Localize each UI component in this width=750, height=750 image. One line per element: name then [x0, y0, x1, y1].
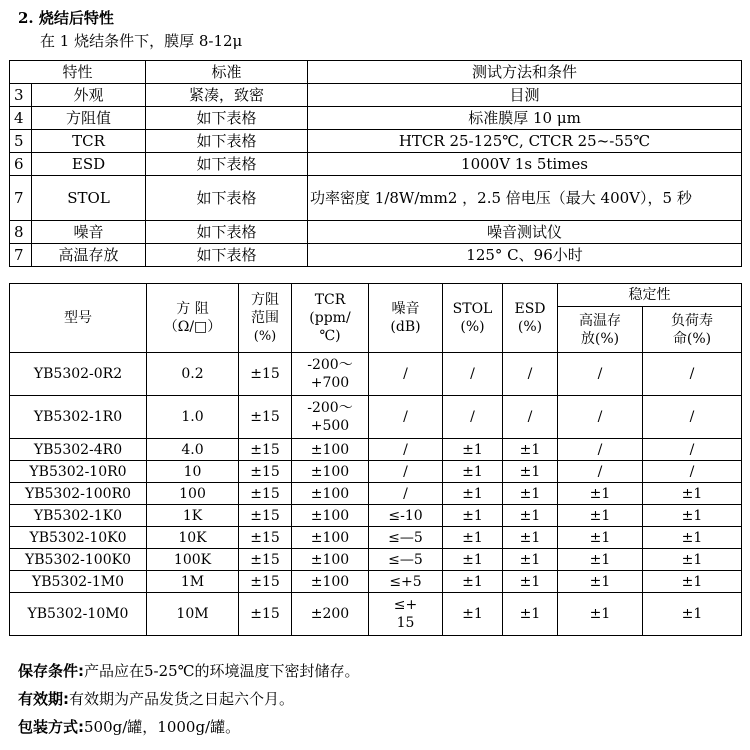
cell-range: ±15	[239, 439, 292, 461]
cell-noise: /	[369, 353, 443, 396]
cell-range: ±15	[239, 593, 292, 636]
header-high-temp-storage: 高温存 放(%)	[558, 307, 643, 353]
cell-load: /	[643, 396, 742, 439]
row-item: 外观	[32, 84, 146, 107]
row-item: 噪音	[32, 221, 146, 244]
cell-tcr: -200～ +500	[292, 396, 369, 439]
cell-model: YB5302-4R0	[10, 439, 147, 461]
note-text: 产品应在5-25℃的环境温度下密封储存。	[84, 662, 360, 680]
cell-noise: /	[369, 483, 443, 505]
product-table	[9, 283, 742, 636]
storage-note	[18, 660, 359, 681]
table-row	[10, 84, 742, 107]
cell-esd: ±1	[503, 505, 558, 527]
cell-tcr: ±200	[292, 593, 369, 636]
table-row	[10, 461, 742, 483]
header-tcr: TCR (ppm/ ℃)	[292, 284, 369, 353]
header-standard: 标准	[146, 61, 308, 84]
cell-hts: /	[558, 439, 643, 461]
table-row	[10, 153, 742, 176]
cell-noise: ≤+5	[369, 571, 443, 593]
cell-tcr: ±100	[292, 571, 369, 593]
table-row	[10, 176, 742, 221]
table-row	[10, 107, 742, 130]
table-row	[10, 505, 742, 527]
header-range: 方阻 范围 (%)	[239, 284, 292, 353]
table-row	[10, 439, 742, 461]
cell-load: /	[643, 439, 742, 461]
cell-range: ±15	[239, 571, 292, 593]
cell-range: ±15	[239, 353, 292, 396]
cell-stol: ±1	[443, 571, 503, 593]
cell-range: ±15	[239, 505, 292, 527]
table-row	[10, 483, 742, 505]
cell-stol: ±1	[443, 461, 503, 483]
cell-tcr: ±100	[292, 505, 369, 527]
cell-load: ±1	[643, 571, 742, 593]
cell-model: YB5302-1K0	[10, 505, 147, 527]
cell-range: ±15	[239, 483, 292, 505]
section-heading: 2. 烧结后特性	[18, 9, 114, 27]
cell-load: /	[643, 461, 742, 483]
cell-tcr: ±100	[292, 527, 369, 549]
row-standard: 紧凑，致密	[146, 84, 308, 107]
header-model: 型号	[10, 284, 147, 353]
note-label: 保存条件:	[18, 662, 84, 680]
row-number: 4	[10, 107, 32, 130]
section-subheading: 在 1 烧结条件下，膜厚 8-12μ	[40, 32, 243, 50]
row-standard: 如下表格	[146, 244, 308, 267]
cell-stol: ±1	[443, 483, 503, 505]
cell-hts: /	[558, 353, 643, 396]
header-resistance: 方 阻 （Ω/□）	[147, 284, 239, 353]
row-item: STOL	[32, 176, 146, 221]
cell-esd: ±1	[503, 549, 558, 571]
table-row	[10, 221, 742, 244]
table-row	[10, 571, 742, 593]
row-number: 5	[10, 130, 32, 153]
row-method: 噪音测试仪	[308, 221, 742, 244]
header-noise: 噪音 (dB)	[369, 284, 443, 353]
cell-esd: ±1	[503, 461, 558, 483]
table-row	[10, 593, 742, 636]
cell-resistance: 10	[147, 461, 239, 483]
row-number: 8	[10, 221, 32, 244]
cell-hts: /	[558, 461, 643, 483]
cell-noise: ≤—5	[369, 527, 443, 549]
note-text: 500g/罐，1000g/罐。	[84, 718, 241, 736]
cell-resistance: 0.2	[147, 353, 239, 396]
table-row	[10, 549, 742, 571]
cell-esd: ±1	[503, 593, 558, 636]
cell-tcr: ±100	[292, 483, 369, 505]
cell-stol: ±1	[443, 527, 503, 549]
cell-hts: ±1	[558, 483, 643, 505]
cell-resistance: 10K	[147, 527, 239, 549]
cell-load: ±1	[643, 483, 742, 505]
cell-hts: ±1	[558, 505, 643, 527]
table-row	[10, 130, 742, 153]
cell-resistance: 100K	[147, 549, 239, 571]
cell-hts: ±1	[558, 571, 643, 593]
cell-resistance: 100	[147, 483, 239, 505]
cell-hts: ±1	[558, 527, 643, 549]
cell-stol: ±1	[443, 439, 503, 461]
cell-tcr: -200～ +700	[292, 353, 369, 396]
row-item: TCR	[32, 130, 146, 153]
row-standard: 如下表格	[146, 221, 308, 244]
validity-note	[18, 688, 294, 709]
table-row	[10, 244, 742, 267]
cell-model: YB5302-10K0	[10, 527, 147, 549]
cell-model: YB5302-10R0	[10, 461, 147, 483]
row-number: 6	[10, 153, 32, 176]
row-item: 方阻值	[32, 107, 146, 130]
cell-tcr: ±100	[292, 439, 369, 461]
cell-stol: /	[443, 353, 503, 396]
cell-esd: ±1	[503, 483, 558, 505]
cell-range: ±15	[239, 461, 292, 483]
cell-stol: /	[443, 396, 503, 439]
cell-range: ±15	[239, 396, 292, 439]
note-label: 包装方式:	[18, 718, 84, 736]
cell-noise: ≤—5	[369, 549, 443, 571]
cell-esd: ±1	[503, 527, 558, 549]
cell-resistance: 4.0	[147, 439, 239, 461]
row-method: 125° C、96小时	[308, 244, 742, 267]
cell-noise: /	[369, 461, 443, 483]
cell-resistance: 1M	[147, 571, 239, 593]
row-method: 目测	[308, 84, 742, 107]
spec-table	[9, 60, 742, 267]
table-row	[10, 527, 742, 549]
note-text: 有效期为产品发货之日起六个月。	[69, 690, 295, 708]
cell-esd: /	[503, 353, 558, 396]
cell-model: YB5302-100K0	[10, 549, 147, 571]
cell-resistance: 10M	[147, 593, 239, 636]
cell-noise: ≤-10	[369, 505, 443, 527]
table-row	[10, 353, 742, 396]
table-row	[10, 396, 742, 439]
cell-load: ±1	[643, 549, 742, 571]
row-number: 3	[10, 84, 32, 107]
cell-tcr: ±100	[292, 461, 369, 483]
cell-range: ±15	[239, 527, 292, 549]
header-load-life: 负荷寿 命(%)	[643, 307, 742, 353]
cell-model: YB5302-100R0	[10, 483, 147, 505]
cell-resistance: 1K	[147, 505, 239, 527]
row-number: 7	[10, 176, 32, 221]
row-number: 7	[10, 244, 32, 267]
cell-noise: /	[369, 396, 443, 439]
cell-model: YB5302-0R2	[10, 353, 147, 396]
cell-stol: ±1	[443, 593, 503, 636]
cell-hts: ±1	[558, 593, 643, 636]
cell-load: ±1	[643, 505, 742, 527]
row-standard: 如下表格	[146, 130, 308, 153]
cell-model: YB5302-1R0	[10, 396, 147, 439]
row-standard: 如下表格	[146, 153, 308, 176]
cell-stol: ±1	[443, 505, 503, 527]
packaging-note	[18, 716, 240, 737]
header-method: 测试方法和条件	[308, 61, 742, 84]
cell-stol: ±1	[443, 549, 503, 571]
header-stability: 稳定性	[558, 284, 742, 307]
row-method: 1000V 1s 5times	[308, 153, 742, 176]
cell-load: ±1	[643, 593, 742, 636]
row-method: 标准膜厚 10 μm	[308, 107, 742, 130]
header-esd: ESD (%)	[503, 284, 558, 353]
header-stol: STOL (%)	[443, 284, 503, 353]
cell-hts: /	[558, 396, 643, 439]
row-method: HTCR 25-125℃, CTCR 25~-55℃	[308, 130, 742, 153]
product-table-header	[10, 284, 742, 307]
cell-model: YB5302-10M0	[10, 593, 147, 636]
row-method: 功率密度 1/8W/mm2 ，2.5 倍电压（最大 400V），5 秒	[308, 176, 742, 221]
cell-resistance: 1.0	[147, 396, 239, 439]
note-label: 有效期:	[18, 690, 69, 708]
cell-load: ±1	[643, 527, 742, 549]
cell-esd: ±1	[503, 439, 558, 461]
cell-noise: ≤+ 15	[369, 593, 443, 636]
cell-noise: /	[369, 439, 443, 461]
cell-hts: ±1	[558, 549, 643, 571]
row-standard: 如下表格	[146, 176, 308, 221]
cell-tcr: ±100	[292, 549, 369, 571]
row-item: ESD	[32, 153, 146, 176]
cell-esd: ±1	[503, 571, 558, 593]
row-item: 高温存放	[32, 244, 146, 267]
spec-table-header	[10, 61, 742, 84]
cell-load: /	[643, 353, 742, 396]
cell-range: ±15	[239, 549, 292, 571]
header-characteristic: 特性	[10, 61, 146, 84]
row-standard: 如下表格	[146, 107, 308, 130]
cell-model: YB5302-1M0	[10, 571, 147, 593]
cell-esd: /	[503, 396, 558, 439]
